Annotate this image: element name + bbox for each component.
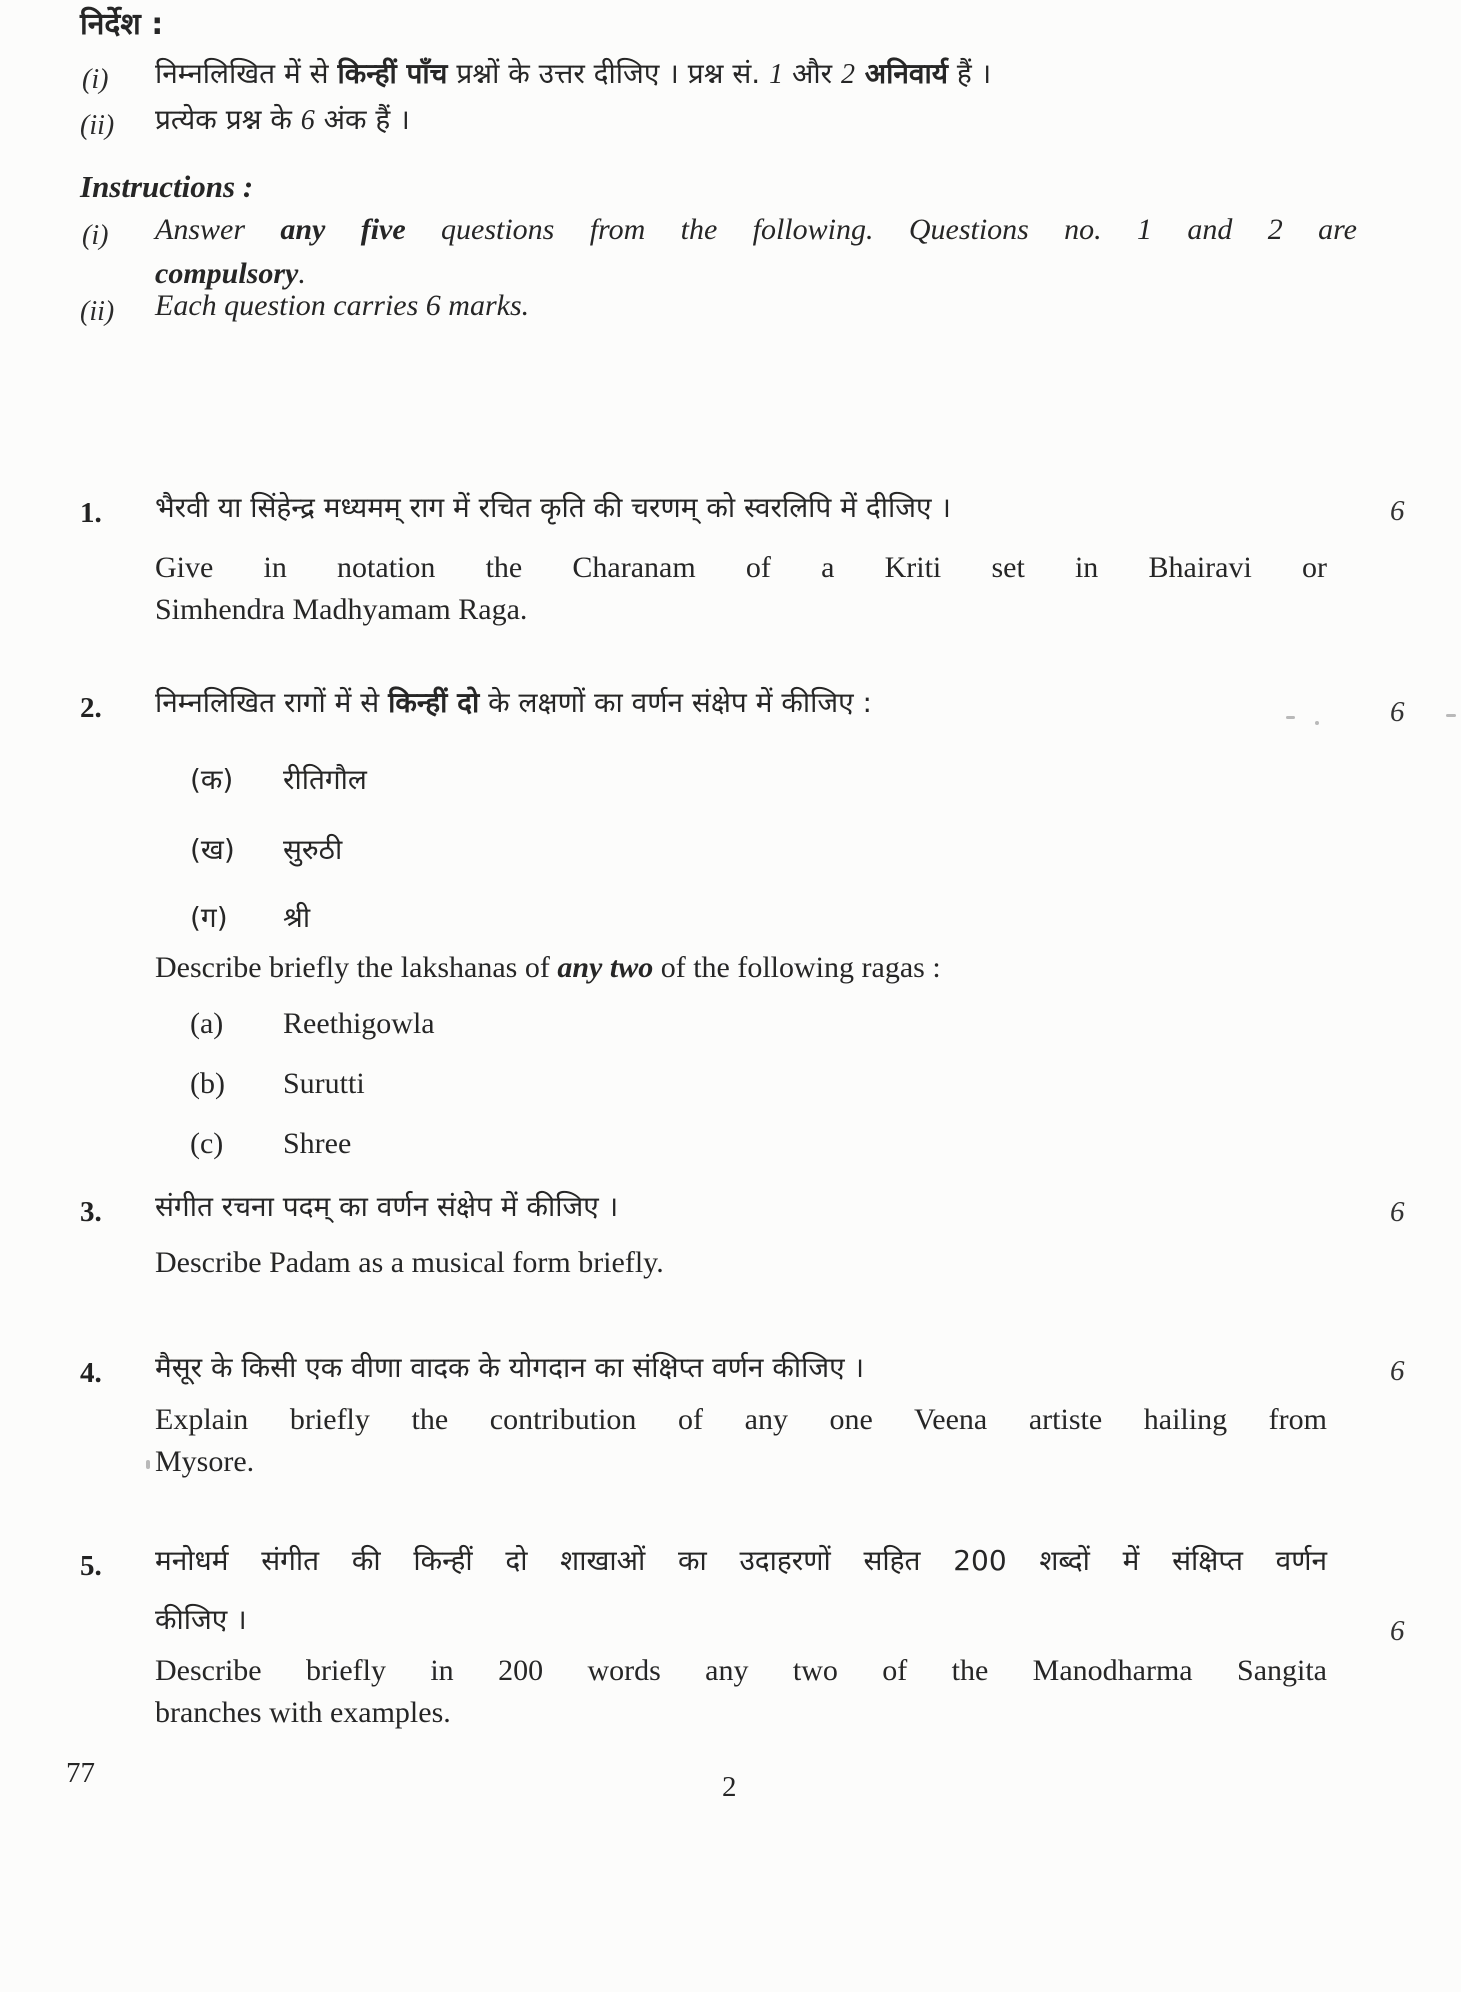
question-2-option-a-text: Reethigowla <box>283 1007 435 1040</box>
text-segment: Describe briefly the lakshanas of <box>155 951 558 984</box>
direction-hi-ii-marker: (ii) <box>80 110 115 141</box>
direction-hi-i-marker: (i) <box>82 64 109 95</box>
text-segment: of the following ragas : <box>653 951 941 984</box>
question-4-number: 4. <box>80 1357 102 1389</box>
question-5-hindi-line2: कीजिए । <box>155 1603 247 1636</box>
question-2-option-kha-text: सुरुठी <box>283 833 343 866</box>
question-1-english-line1: Give in notation the Charanam of a Kriti set in Bhairavi or <box>155 551 1327 584</box>
directions-heading-hindi: निर्देश : <box>80 7 164 42</box>
question-1-number: 1. <box>80 497 102 529</box>
question-4-marks: 6 <box>1390 1355 1405 1387</box>
marks-6-ref: 6 <box>300 105 315 136</box>
text-segment: निम्नलिखित में से <box>155 57 338 90</box>
instructions-heading-english: Instructions : <box>80 169 254 204</box>
footer-page-number: 2 <box>722 1771 737 1803</box>
text-segment: निम्नलिखित रागों में से <box>155 686 389 719</box>
question-1-hindi: भैरवी या सिंहेन्द्र मध्यमम् राग में रचित कृति की चरणम् को स्वरलिपि में दीजिए । <box>155 491 952 524</box>
instruction-en-i-line1 <box>155 212 1357 248</box>
direction-hi-i-text <box>155 56 1395 92</box>
question-5-number: 5. <box>80 1550 102 1582</box>
question-2-number: 2. <box>80 692 102 724</box>
question-3-english: Describe Padam as a musical form briefly. <box>155 1246 664 1279</box>
scan-artifact <box>1446 714 1456 717</box>
question-4-english-line2: Mysore. <box>155 1445 255 1478</box>
text-segment: के लक्षणों का वर्णन संक्षेप में कीजिए : <box>479 686 872 719</box>
footer-paper-code: 77 <box>66 1757 95 1789</box>
question-3-number: 3. <box>80 1196 102 1228</box>
text-segment: प्रत्येक प्रश्न के <box>155 103 301 136</box>
text-segment: प्रश्नों के उत्तर दीजिए । प्रश्न सं. <box>447 57 770 90</box>
question-2-marks: 6 <box>1390 696 1405 728</box>
question-3-marks: 6 <box>1390 1196 1405 1228</box>
bold-text-any-five: any five <box>280 213 406 246</box>
question-2-option-ga-marker: (ग) <box>190 901 228 934</box>
question-2-option-kha-marker: (ख) <box>190 833 235 866</box>
instruction-en-i-line2 <box>155 256 306 292</box>
text-segment: and <box>1152 213 1268 246</box>
question-2-english-intro <box>155 950 1355 986</box>
text-segment: और <box>783 57 841 90</box>
question-2-option-b-marker: (b) <box>190 1067 225 1100</box>
question-number-1-ref: 1 <box>769 59 784 90</box>
question-4-hindi: मैसूर के किसी एक वीणा वादक के योगदान का संक्षिप्त वर्णन कीजिए । <box>155 1351 865 1384</box>
bold-text-anivaarya: अनिवार्य <box>854 57 948 90</box>
text-segment: questions from the following. Questions no. <box>405 213 1138 246</box>
question-1-marks: 6 <box>1390 495 1405 527</box>
bold-text-compulsory: compulsory <box>155 257 299 290</box>
text-segment: अंक हैं । <box>314 103 410 136</box>
question-5-english-line1: Describe briefly in 200 words any two of the Manodharma Sangita <box>155 1654 1327 1687</box>
question-5-hindi-line1: मनोधर्म संगीत की किन्हीं दो शाखाओं का उदाहरणों सहित 200 शब्दों में संक्षिप्त वर्णन <box>155 1544 1327 1577</box>
instruction-en-i-marker: (i) <box>82 220 109 251</box>
question-2-option-c-text: Shree <box>283 1127 352 1160</box>
scan-artifact <box>1286 716 1295 719</box>
text-segment: are <box>1282 213 1357 246</box>
instruction-en-ii-text: Each question carries 6 marks. <box>155 289 530 322</box>
question-2-option-ka-text: रीतिगौल <box>283 763 367 796</box>
scan-artifact <box>1315 721 1319 725</box>
question-2-option-c-marker: (c) <box>190 1127 224 1160</box>
question-5-marks: 6 <box>1390 1615 1405 1647</box>
direction-hi-ii-text <box>155 102 1395 138</box>
bold-text-kinhi-paanch: किन्हीं पाँच <box>337 57 448 90</box>
question-number-1-ref: 1 <box>1137 213 1153 246</box>
question-number-2-ref: 2 <box>840 59 855 90</box>
question-2-option-b-text: Surutti <box>283 1067 365 1100</box>
question-5-english-line2: branches with examples. <box>155 1696 451 1729</box>
question-4-english-line1: Explain briefly the contribution of any one Veena artiste hailing from <box>155 1403 1327 1436</box>
instruction-en-ii-marker: (ii) <box>80 296 115 327</box>
question-2-option-ka-marker: (क) <box>190 763 234 796</box>
text-segment: . <box>298 257 306 290</box>
text-segment: हैं । <box>947 57 992 90</box>
question-3-hindi: संगीत रचना पदम् का वर्णन संक्षेप में कीजिए । <box>155 1190 619 1223</box>
bold-text-kinhi-do: किन्हीं दो <box>388 686 480 719</box>
bold-text-any-two: any two <box>557 951 654 984</box>
question-2-hindi <box>155 685 1355 720</box>
question-1-english-line2: Simhendra Madhyamam Raga. <box>155 593 528 626</box>
scan-artifact <box>146 1460 150 1469</box>
question-2-option-a-marker: (a) <box>190 1007 224 1040</box>
question-2-option-ga-text: श्री <box>283 901 311 934</box>
text-segment: Answer <box>155 213 281 246</box>
question-number-2-ref: 2 <box>1267 213 1283 246</box>
